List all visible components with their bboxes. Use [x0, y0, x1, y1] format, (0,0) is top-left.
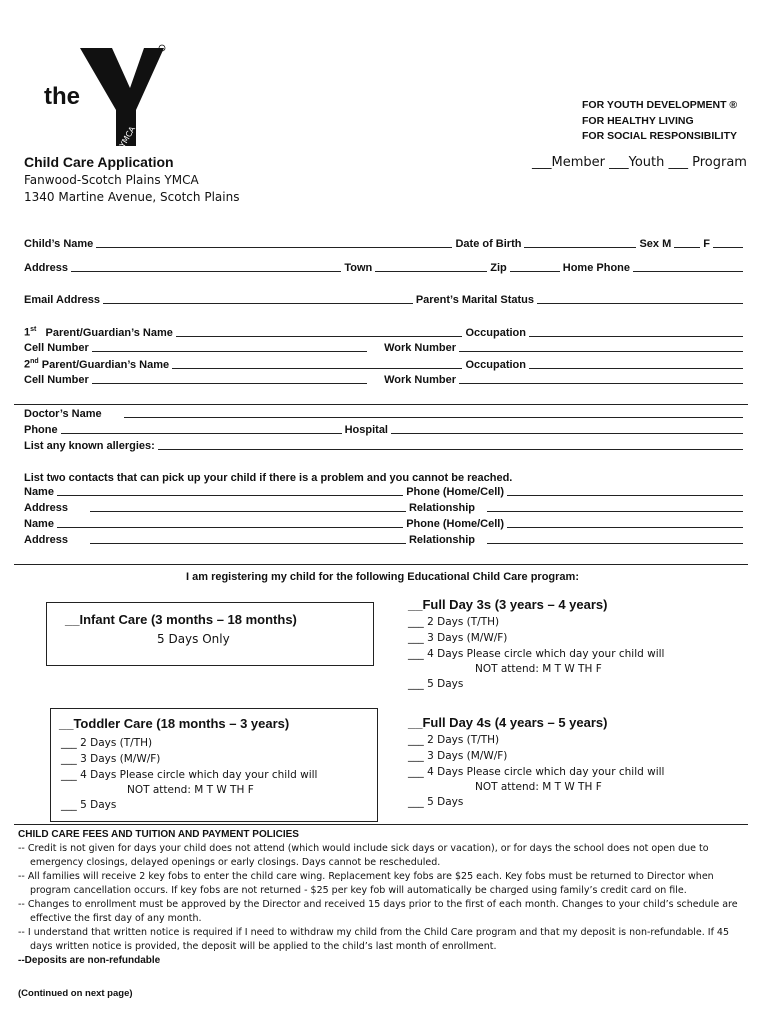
continued-note: (Continued on next page)	[18, 988, 133, 999]
parent1-work-label: Work Number	[384, 342, 456, 354]
address-field[interactable]	[71, 271, 341, 272]
divider	[14, 564, 748, 565]
org-address: 1340 Martine Avenue, Scotch Plains	[24, 190, 240, 204]
marital-field[interactable]	[537, 303, 743, 304]
parent1-occupation-label: Occupation	[465, 326, 526, 339]
parent2-phone-row	[24, 374, 746, 386]
org-name: Fanwood-Scotch Plains YMCA	[24, 173, 199, 187]
child-row	[24, 238, 746, 250]
full-day-4s-section	[408, 715, 664, 810]
policy-item: -- Credit is not given for days your child does not attend (which would include sick days or vacation), or for days the school does not open due to emergency closings, delayed openings or early closings. Days cannot be rescheduled.	[18, 843, 709, 868]
parent1-sup: st	[30, 326, 37, 333]
tagline-line: FOR SOCIAL RESPONSIBILITY	[582, 130, 737, 142]
page-title: Child Care Application	[24, 154, 174, 170]
parent1-cell-field[interactable]	[92, 351, 367, 352]
email-field[interactable]	[103, 303, 413, 304]
full4-option-5days[interactable]: ___ 5 Days	[408, 796, 464, 808]
sex-f-label: F	[703, 238, 710, 250]
contact2-address-label: Address	[24, 534, 69, 546]
address-row	[24, 262, 746, 274]
contact2-name-row	[24, 518, 746, 530]
parent2-work-field[interactable]	[459, 383, 743, 384]
toddler-option-2days[interactable]: ___ 2 Days (T/TH)	[61, 737, 153, 749]
parent2-work-label: Work Number	[384, 374, 456, 386]
town-label: Town	[344, 262, 373, 274]
logo-the-text: the	[44, 83, 80, 110]
contact2-relationship-field[interactable]	[487, 543, 743, 544]
contact1-address-row	[24, 502, 746, 514]
toddler-care-title: __Toddler Care (18 months – 3 years)	[59, 716, 290, 731]
marital-label: Parent’s Marital Status	[415, 294, 534, 306]
parent2-name-field[interactable]	[172, 368, 462, 369]
address-label: Address	[24, 262, 69, 274]
parent1-name-label: Parent/Guardian’s Name	[45, 326, 173, 339]
contact1-phone-label: Phone (Home/Cell)	[406, 486, 504, 498]
policy-item: -- All families will receive 2 key fobs to enter the child care wing. Replacement key fobs are $25 each. Key fobs must be returned to Director when program cancellation occurs. If key fobs are not returned - $25 per key fob will automatically be charged using family’s credit card on file.	[18, 871, 714, 896]
full3-option-3days[interactable]: ___ 3 Days (M/W/F)	[408, 632, 508, 644]
zip-field[interactable]	[510, 271, 560, 272]
full4-option-2days[interactable]: ___ 2 Days (T/TH)	[408, 734, 500, 746]
zip-label: Zip	[490, 262, 507, 274]
contact2-relationship-label: Relationship	[408, 534, 475, 546]
divider	[14, 824, 748, 825]
contact1-phone-field[interactable]	[507, 495, 743, 496]
contact2-address-row	[24, 534, 746, 546]
allergies-field[interactable]	[158, 449, 743, 450]
full4-option-3days[interactable]: ___ 3 Days (M/W/F)	[408, 750, 508, 762]
policies-heading: CHILD CARE FEES AND TUITION AND PAYMENT POLICIES	[18, 829, 299, 840]
parent2-prefix	[24, 358, 42, 371]
infant-care-box[interactable]	[46, 602, 374, 666]
phone-hospital-row	[24, 424, 746, 436]
parent2-occupation-field[interactable]	[529, 368, 743, 369]
allergies-label: List any known allergies:	[24, 440, 155, 452]
doctor-name-label: Doctor’s Name	[24, 408, 102, 420]
dob-field[interactable]	[524, 247, 636, 248]
email-row	[24, 294, 746, 306]
full3-option-4days[interactable]: ___ 4 Days Please circle which day your child will	[408, 648, 665, 660]
parent1-cell-label: Cell Number	[24, 342, 89, 354]
infant-care-title: __Infant Care (3 months – 18 months)	[65, 612, 297, 627]
contact2-name-label: Name	[24, 518, 54, 530]
toddler-option-4days[interactable]: ___ 4 Days Please circle which day your child will	[61, 769, 318, 781]
contact1-address-label: Address	[24, 502, 69, 514]
tagline-line: FOR YOUTH DEVELOPMENT ®	[582, 99, 738, 111]
childs-name-label: Child’s Name	[24, 238, 94, 250]
parent2-cell-field[interactable]	[92, 383, 367, 384]
full3-option-2days[interactable]: ___ 2 Days (T/TH)	[408, 616, 500, 628]
contact2-phone-field[interactable]	[507, 527, 743, 528]
toddler-option-5days[interactable]: ___ 5 Days	[61, 799, 117, 811]
full-day-4s-title[interactable]: __Full Day 4s (4 years – 5 years)	[408, 715, 608, 730]
parent2-cell-label: Cell Number	[24, 374, 89, 386]
full4-option-4days-note: NOT attend: M T W TH F	[475, 781, 602, 793]
dob-label: Date of Birth	[455, 238, 522, 250]
parent1-row	[24, 326, 746, 339]
sex-f-field[interactable]	[713, 247, 743, 248]
toddler-option-4days-note: NOT attend: M T W TH F	[127, 784, 254, 796]
infant-care-subtitle: 5 Days Only	[157, 632, 230, 646]
doctor-phone-field[interactable]	[61, 433, 342, 434]
contacts-heading: List two contacts that can pick up your child if there is a problem and you cannot be reached.	[24, 472, 513, 484]
toddler-option-3days[interactable]: ___ 3 Days (M/W/F)	[61, 753, 161, 765]
parent1-work-field[interactable]	[459, 351, 743, 352]
tagline-line: FOR HEALTHY LIVING	[582, 114, 694, 127]
sex-m-field[interactable]	[674, 247, 700, 248]
logo-brand-text: YMCA	[117, 124, 138, 150]
toddler-care-box[interactable]	[50, 708, 378, 822]
full-day-3s-section	[408, 597, 664, 692]
parent1-number: 1	[24, 326, 31, 339]
allergies-row	[24, 440, 746, 452]
policy-item: -- I understand that written notice is required if I need to withdraw my child from the Child Care program and that my deposit is non-refundable. If 45 days written notice is provided, the deposit will be applied to the child’s last month of enrollment.	[18, 927, 730, 952]
policy-item: -- Changes to enrollment must be approved by the Director and received 15 days prior to the first of each month. Changes to your child’s schedule are effective the first day of any month.	[18, 899, 738, 924]
parent2-name-label: Parent/Guardian’s Name	[41, 358, 170, 371]
contact1-name-field[interactable]	[57, 495, 403, 496]
email-label: Email Address	[24, 294, 101, 306]
parent1-prefix	[24, 326, 46, 339]
parent1-phone-row	[24, 342, 746, 354]
childs-name-field[interactable]	[96, 247, 452, 248]
contact1-name-row	[24, 486, 746, 498]
contact1-name-label: Name	[24, 486, 54, 498]
parent1-occupation-field[interactable]	[529, 336, 743, 337]
doctor-name-field[interactable]	[124, 417, 743, 418]
program-heading: I am registering my child for the following Educational Child Care program:	[186, 571, 579, 583]
parent2-number: 2	[24, 358, 31, 371]
contact2-name-field[interactable]	[57, 527, 403, 528]
member-type-options[interactable]: ___Member ___Youth ___ Program	[532, 155, 747, 170]
contact1-relationship-field[interactable]	[487, 511, 743, 512]
parent2-row	[24, 358, 746, 371]
parent2-sup: nd	[30, 358, 39, 365]
sex-m-label: Sex M	[639, 238, 672, 250]
contact1-relationship-label: Relationship	[408, 502, 475, 514]
policies-section	[18, 828, 753, 968]
deposit-note: --Deposits are non-refundable	[18, 955, 161, 966]
divider	[14, 404, 748, 405]
full3-option-5days[interactable]: ___ 5 Days	[408, 678, 464, 690]
doctor-phone-label: Phone	[24, 424, 58, 436]
doctor-row	[24, 408, 746, 420]
hospital-field[interactable]	[391, 433, 743, 434]
contact1-address-field[interactable]	[90, 511, 406, 512]
full4-option-4days[interactable]: ___ 4 Days Please circle which day your child will	[408, 766, 665, 778]
parent2-occupation-label: Occupation	[465, 358, 526, 371]
hospital-label: Hospital	[344, 424, 388, 436]
contact2-address-field[interactable]	[90, 543, 406, 544]
parent1-name-field[interactable]	[176, 336, 463, 337]
home-phone-label: Home Phone	[562, 262, 630, 274]
toddler-options	[61, 735, 317, 813]
full3-option-4days-note: NOT attend: M T W TH F	[475, 663, 602, 675]
home-phone-field[interactable]	[633, 271, 743, 272]
full-day-3s-title[interactable]: __Full Day 3s (3 years – 4 years)	[408, 597, 608, 612]
tagline	[582, 98, 737, 145]
town-field[interactable]	[375, 271, 487, 272]
contact2-phone-label: Phone (Home/Cell)	[406, 518, 504, 530]
